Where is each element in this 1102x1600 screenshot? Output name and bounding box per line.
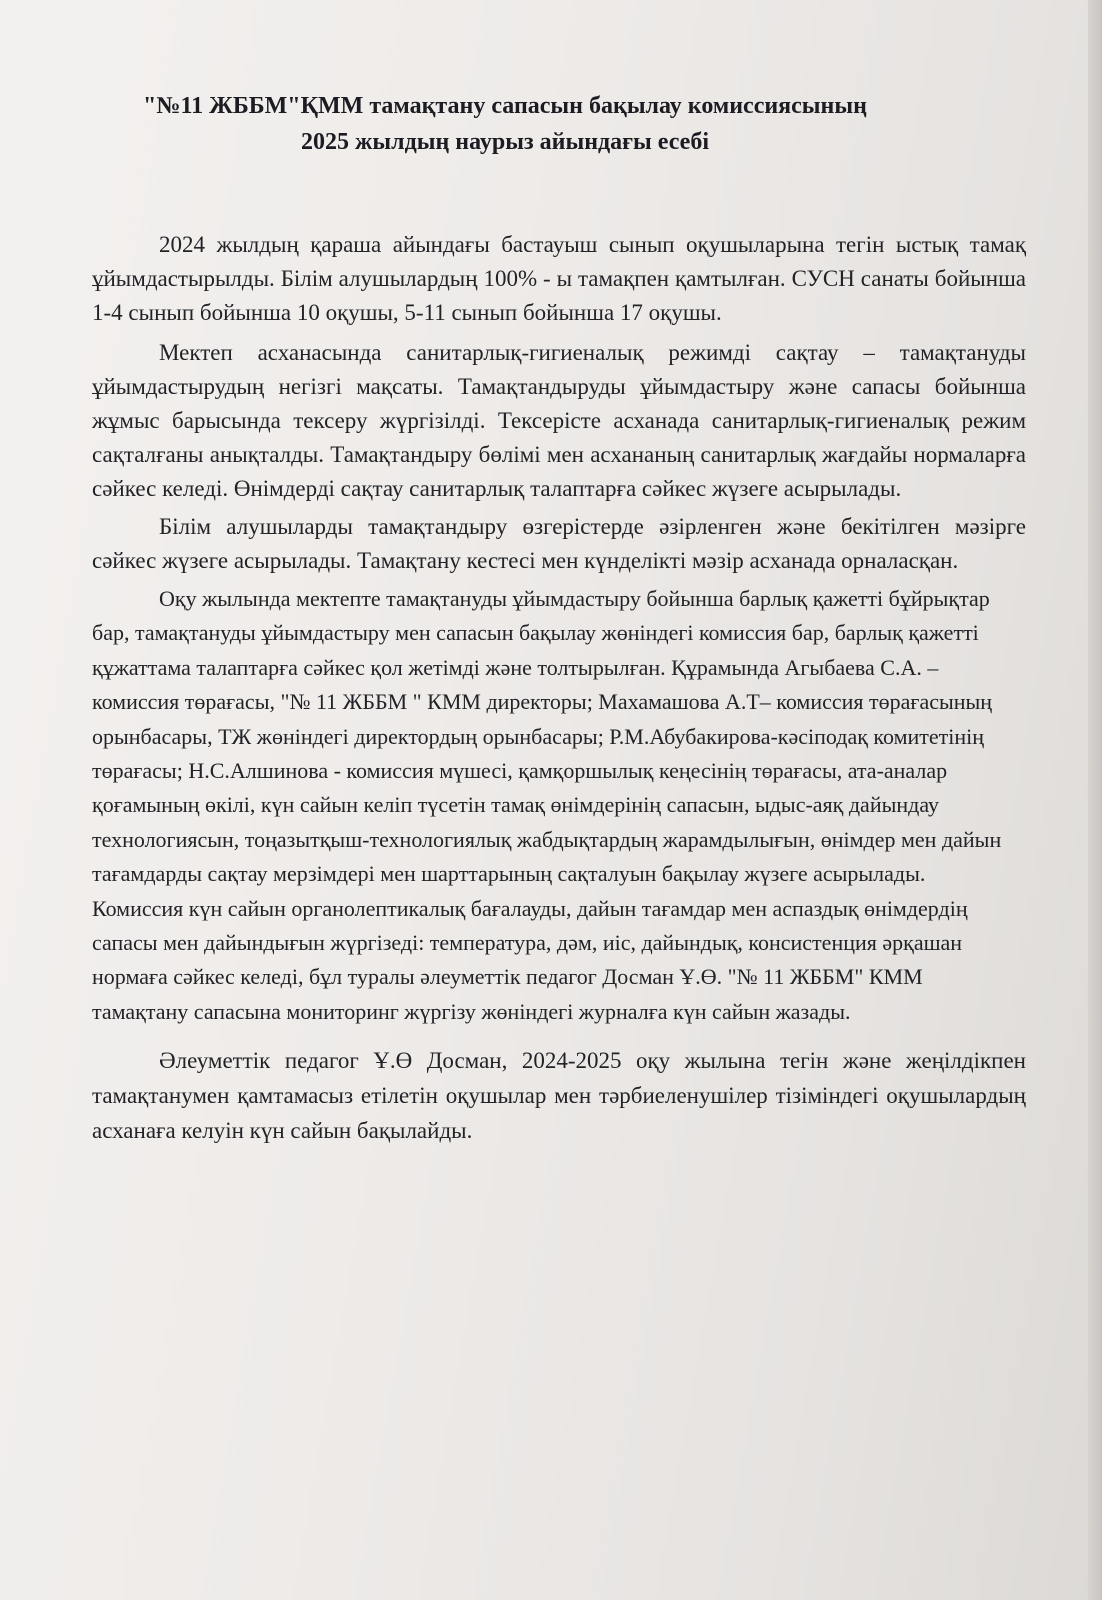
title-line-1: "№11 ЖББМ"ҚММ тамақтану сапасын бақылау комиссиясының	[143, 93, 867, 119]
paragraph-commission: Оқу жылында мектепте тамақтануды ұйымдастыру бойынша барлық қажетті бұйрықтар бар, тамақтануды ұйымдастыру мен сапасын бақылау жөніндегі комиссия бар, барлық қажетті құжаттама талаптарға сәйкес қол жетімді және толтырылған. Құрамында Агыбаева С.А. – комиссия төрағасы, "№ 11 ЖББМ " КММ директоры; Махамашова А.Т– комиссия төрағасының орынбасары, ТЖ жөніндегі директордың орынбасары; Р.М.Абубакирова-кәсіподақ комитетінің төрағасы; Н.С.Алшинова - комиссия мүшесі, қамқоршылық кеңесінің төрағасы, ата-аналар қоғамының өкілі, күн сайын келіп түсетін тамақ өнімдерінің сапасын, ыдыс-аяқ дайындау технологиясын, тоңазытқыш-технологиялық жабдықтардың жарамдылығын, өнімдер мен дайын тағамдарды сақтау мерзімдері мен шарттарының сақталуын бақылау жүзеге асырылады. Комиссия күн сайын органолептикалық бағалауды, дайын тағамдар мен аспаздық өнімдердің сапасы мен дайындығын жүргізеді: температура, дәм, иіс, дайындық, консистенция әрқашан нормаға сәйкес келеді, бұл туралы әлеуметтік педагог Досман Ұ.Ө. "№ 11 ЖББМ" КММ тамақтану сапасына мониторинг жүргізу жөніндегі журналға күн сайын жазады.	[92, 586, 1002, 1024]
document-body	[92, 228, 1026, 1148]
paragraph-sanitary-regime: Мектеп асханасында санитарлық-гигиеналық режимді сақтау – тамақтануды ұйымдастырудың негізгі мақсаты. Тамақтандыруды ұйымдастыру және сапасы бойынша жұмыс барысында тексеру жүргізілді. Тексерісте асханада санитарлық-гигиеналық режим сақталғаны анықталды. Тамақтандыру бөлімі мен асхананың санитарлық жағдайы нормаларға сәйкес келеді. Өнімдерді сақтау санитарлық талаптарға сәйкес жүзеге асырылады.	[92, 340, 1026, 501]
paragraph-social-pedagogue: Әлеуметтік педагог Ұ.Ө Досман, 2024-2025 оқу жылына тегін және жеңілдікпен тамақтанумен қамтамасыз етілетін оқушылар мен тәрбиеленушілер тізіміндегі оқушылардың асханаға келуін күн сайын бақылайды.	[92, 1048, 1026, 1144]
title-line-2: 2025 жылдың наурыз айындағы есебі	[300, 129, 710, 155]
paragraph-free-meals: 2024 жылдың қараша айындағы бастауыш сынып оқушыларына тегін ыстық тамақ ұйымдастырылды. Білім алушылардың 100% - ы тамақпен қамтылған. СУСН санаты бойынша 1-4 сынып бойынша 10 оқушы, 5-11 сынып бойынша 17 оқушы.	[92, 232, 1026, 325]
document-title	[60, 88, 950, 160]
paragraph-menu: Білім алушыларды тамақтандыру өзгерістерде әзірленген және бекітілген мәзірге сәйкес жүзеге асырылады. Тамақтану кестесі мен күнделікті мәзір асханада орналасқан.	[92, 514, 1026, 573]
page-edge-shadow	[1088, 0, 1102, 1600]
